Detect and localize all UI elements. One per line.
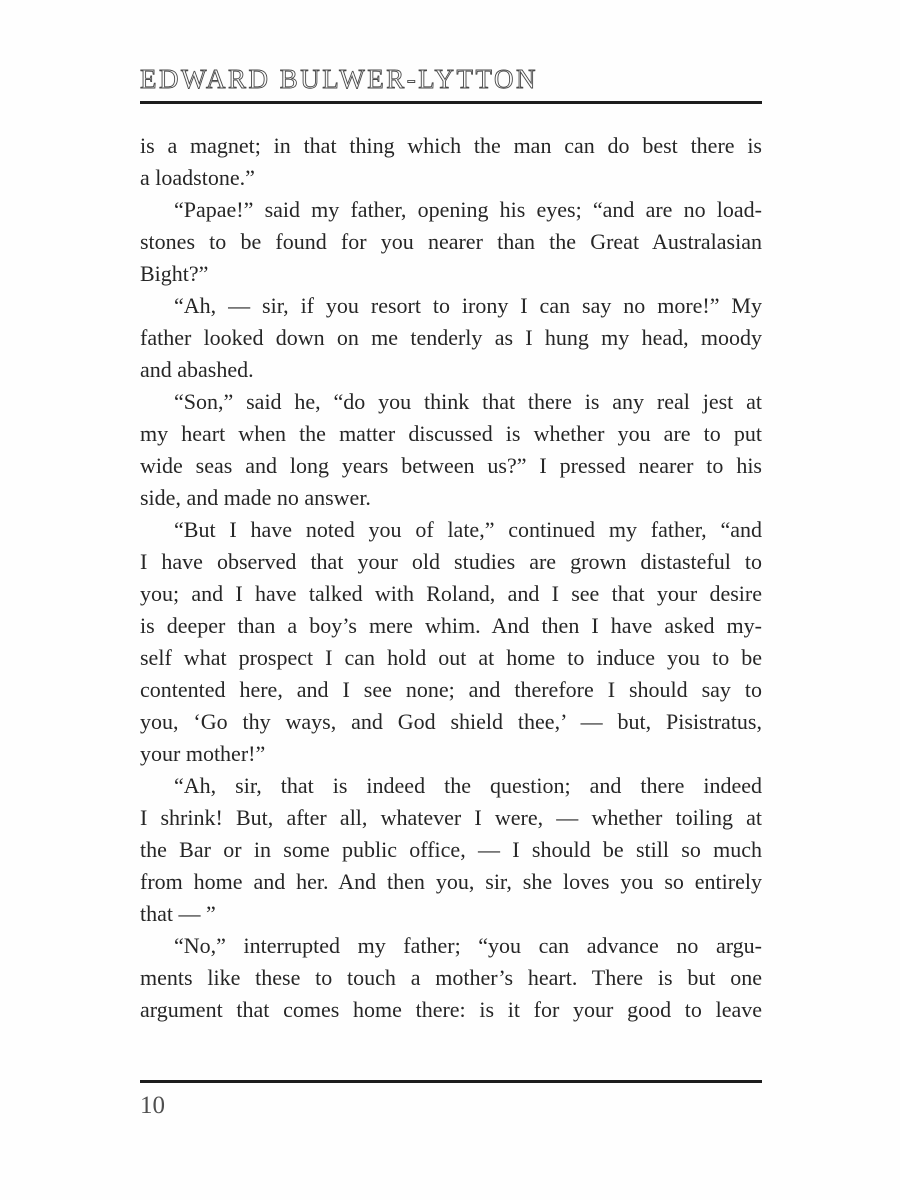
running-header-author: EDWARD BULWER-LYTTON [140, 64, 538, 94]
text-line: that — ” [140, 901, 216, 926]
text-line: you, ‘Go thy ways, and God shield thee,’ — but, Pisistratus, [140, 709, 762, 734]
page-footer [140, 1080, 762, 1118]
text-line: “But I have noted you of late,” continued my father, “and [174, 517, 762, 542]
text-line: “No,” interrupted my father; “you can advance no argu- [174, 933, 762, 958]
text-line: your mother!” [140, 741, 266, 766]
text-line: ments like these to touch a mother’s heart. There is but one [140, 965, 762, 990]
text-line: is deeper than a boy’s mere whim. And then I have asked my- [140, 613, 762, 638]
text-line: from home and her. And then you, sir, she loves you so entirely [140, 869, 762, 894]
text-block [140, 130, 762, 1026]
footer-rule [140, 1080, 762, 1083]
text-line: you; and I have talked with Roland, and I see that your desire [140, 581, 762, 606]
text-line: I shrink! But, after all, whatever I were, — whether toiling at [140, 805, 762, 830]
text-line: “Son,” said he, “do you think that there is any real jest at [174, 389, 762, 414]
text-line: Bight?” [140, 261, 209, 286]
text-line: contented here, and I see none; and therefore I should say to [140, 677, 762, 702]
page-header [140, 66, 762, 104]
text-line: argument that comes home there: is it for your good to leave [140, 997, 762, 1022]
text-line: stones to be found for you nearer than the Great Australasian [140, 229, 762, 254]
text-line: wide seas and long years between us?” I pressed nearer to his [140, 453, 762, 478]
text-line: a loadstone.” [140, 165, 255, 190]
text-line: my heart when the matter discussed is whether you are to put [140, 421, 762, 446]
text-line: “Papae!” said my father, opening his eyes; “and are no load- [174, 197, 762, 222]
text-line: I have observed that your old studies are grown distasteful to [140, 549, 762, 574]
text-line: and abashed. [140, 357, 254, 382]
text-line: self what prospect I can hold out at home to induce you to be [140, 645, 762, 670]
text-line: side, and made no answer. [140, 485, 371, 510]
text-line: “Ah, sir, that is indeed the question; and there indeed [174, 773, 762, 798]
text-line: the Bar or in some public office, — I should be still so much [140, 837, 762, 862]
text-line: “Ah, — sir, if you resort to irony I can say no more!” My [174, 293, 762, 318]
page-number: 10 [140, 1092, 165, 1119]
header-rule [140, 101, 762, 104]
text-line: is a magnet; in that thing which the man can do best there is [140, 133, 762, 158]
text-line: father looked down on me tenderly as I hung my head, moody [140, 325, 762, 350]
